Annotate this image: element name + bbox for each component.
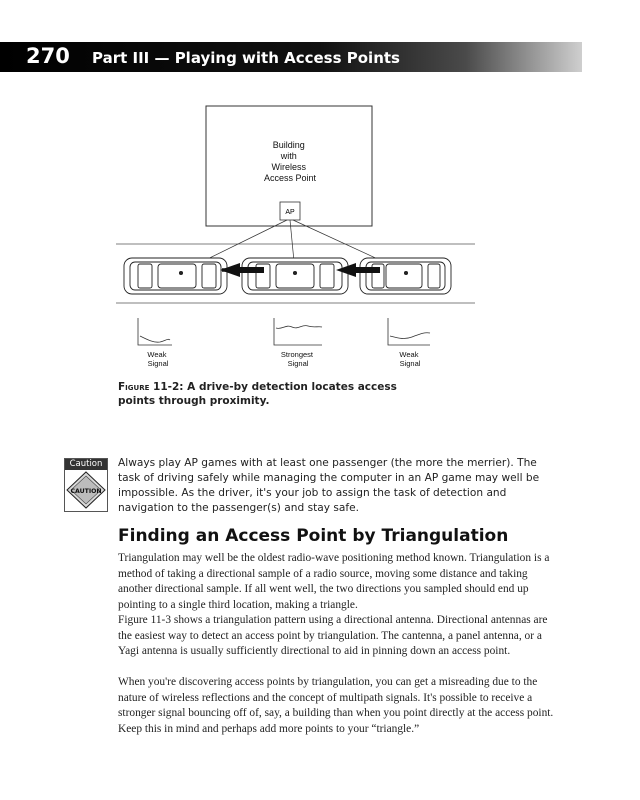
caution-diamond-icon — [65, 470, 107, 510]
page-number: 270 — [26, 44, 70, 68]
body-paragraph: Figure 11-3 shows a triangulation pattern using a directional antenna. Directional antennas are the easiest way to detect an access point by triangulation. The cantenna, a panel antenna, or a Yagi antenna is usually sufficiently directional to aid in pinning down an access point. — [118, 614, 548, 658]
signal-label-right: Weak Signal — [399, 350, 421, 368]
caution-text: Always play AP games with at least one passenger (the more the merrier). The task of driving safely while managing the computer in an AP game may well be impossible. As the driver, it's your job to assign the task of detection and navigation to the passenger(s) and stay safe. — [118, 457, 540, 514]
svg-text:CAUTION: CAUTION — [70, 488, 102, 495]
car-right — [360, 258, 451, 294]
figure-caption-label: Figure 11-2: — [118, 381, 184, 393]
caution-tab-label: Caution — [65, 459, 107, 470]
building-label: Building with Wireless Access Point — [263, 140, 317, 183]
signal-graph-right — [388, 318, 430, 345]
signal-graph-left — [138, 318, 172, 345]
signal-label-left: Weak Signal — [147, 350, 169, 368]
figure-caption — [118, 380, 418, 408]
drive-by-figure — [80, 100, 500, 380]
body-paragraph: When you're discovering access points by triangulation, you can get a misreading due to the nature of wireless reflections and the concept of multipath signals. It's possible to receive a stronger signal bouncing off of, say, a building than when you point directly at the access point. Keep this in mind and perhaps add more points to your “triangle.” — [118, 676, 554, 735]
figure-caption-text: A drive-by detection locates access points through proximity. — [118, 381, 397, 407]
part-title: Part III — Playing with Access Points — [92, 49, 400, 67]
caution-icon — [64, 458, 108, 512]
car-left — [124, 258, 227, 294]
section-heading: Finding an Access Point by Triangulation — [118, 526, 509, 546]
ap-label: AP — [285, 209, 295, 216]
signal-label-middle: Strongest Signal — [280, 350, 314, 368]
signal-graph-middle — [274, 318, 322, 345]
body-paragraph: Triangulation may well be the oldest radio-wave positioning method known. Triangulation is a method of taking a directional sample of a radio source, moving some distance and taking another directional sample. If all went well, the two directions you sampled should end up pointing to a single third location, making a triangle. — [118, 552, 550, 611]
car-middle — [242, 258, 348, 294]
